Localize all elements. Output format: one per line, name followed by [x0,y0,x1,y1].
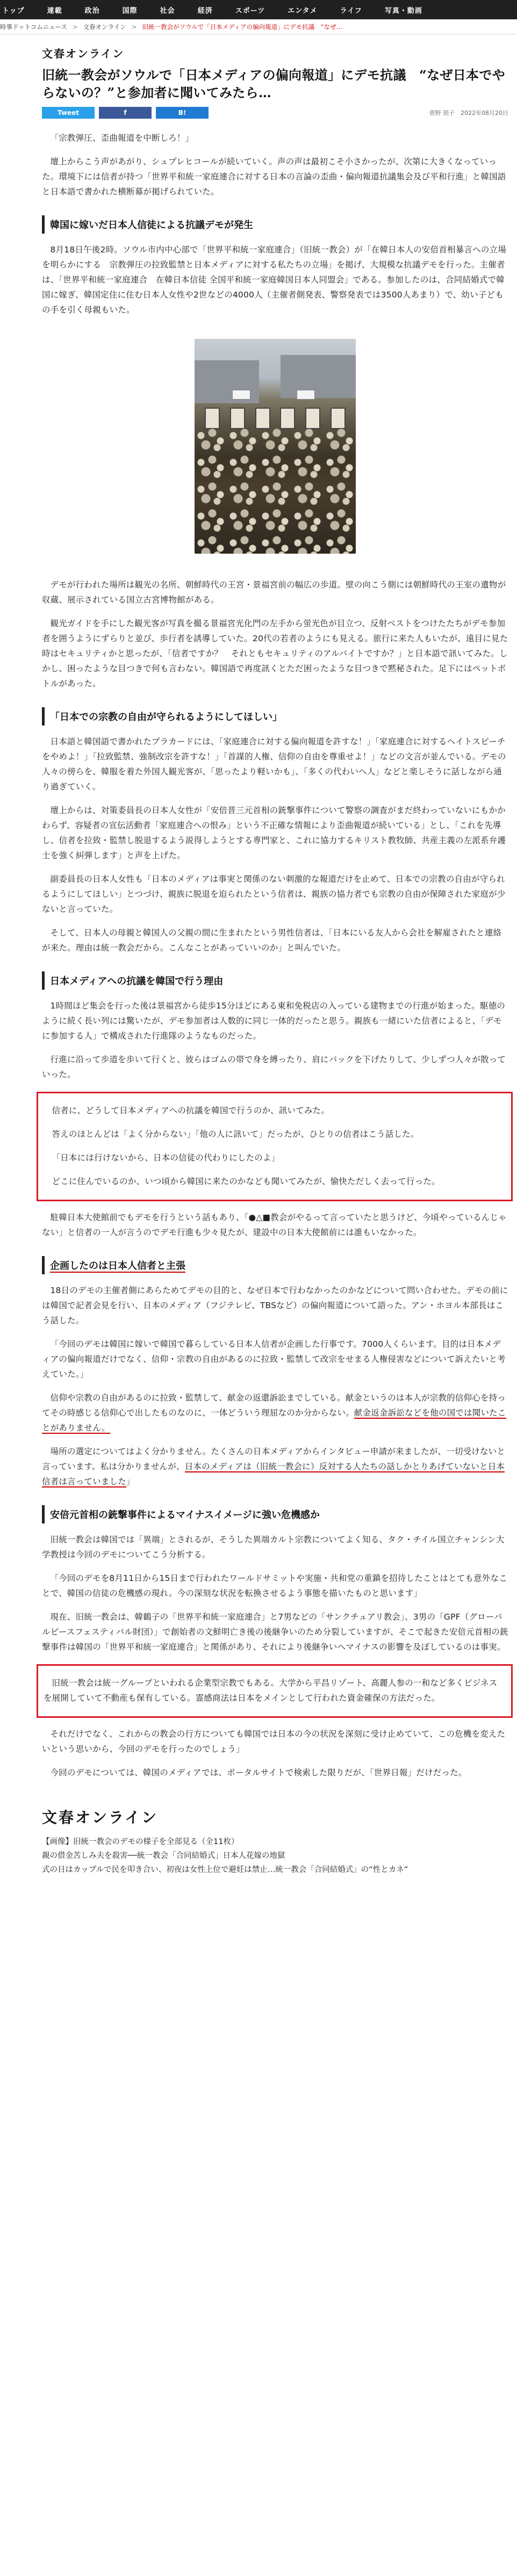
article [0,45,517,1877]
paragraph-text: 」 [126,1477,135,1486]
paragraph [42,1390,508,1435]
paragraph: デモが行われた場所は観光の名所、朝鮮時代の王宮・景福宮前の幅広の歩道。壁の向こう側には朝鮮時代の王室の遺物が収蔵、展示されている国立古宮博物館がある。 [42,580,506,605]
breadcrumb-item[interactable]: 文春オンライン [83,23,126,31]
nav-item-international[interactable]: 国際 [122,6,138,15]
paragraph: どこに住んでいるのか、いつ頃から韓国に来たのかなども聞いてみたが、愉快ただしく去って行った。 [52,1177,440,1186]
nav-item-sports[interactable]: スポーツ [235,6,265,15]
paragraph: 観光ガイドを手にした観光客が写真を撮る景福宮光化門の左手から蛍光色が目立つ、反射ベストをつけたたちがデモ参加者を囲うようにずらりと並び、歩行者を誘導していた。20代の若者のようにも見える。旅行に来た人もいたが、遠目に見た時はセキュリティかと思ったが、「信者ですか？ それともセキュリティのアルバイトですか？」と日本語で訊いてみた。しかし、困ったような目つきで何も言わない。韓国語で再度訊くとただ困ったような目つきで黙秘された。足下にはペットボトルがあった。 [42,619,508,688]
crowd [195,425,356,554]
highlighted-text: 日本のメディアは（旧統一教会に）反対する人たちの話しかとりあげていないと日本信者は言っていました [42,1462,505,1486]
section-heading: 韓国に嫁いだ日本人信徒による抗議デモが発生 [42,215,508,234]
paragraph-text: 場所の選定についてはよく分かりません。たくさんの日本メディアからインタビュー申請が来ましたが、一切受けないと言っています。私は分かりませんが、 [42,1447,506,1471]
paragraph: 「今回のデモを8月11日から15日まで行われたワールドサミットや実施・共和党の重鎮を招待したことはとても意外なことで、韓国の信徒の危機感の現れ。今の深刻な状況を転換させるよう事態を描いたものと思います」 [42,1573,507,1598]
top-nav [0,0,517,19]
related-link[interactable]: 親の借金苦しみ夫を殺害──統一教会「合同結婚式」日本人花嫁の地獄 [42,1852,285,1860]
highlighted-text: 献金返金訴訟などを他の国では聞いたことがありません。 [42,1408,506,1433]
twitter-share-button[interactable] [42,107,95,119]
paragraph: 信者に、どうして日本メディアへの抗議を韓国で行うのか、訊いてみた。 [52,1106,330,1115]
paragraph: 18日のデモの主催者側にあらためてデモの目的と、なぜ日本で行わなかったのかなどについて問い合わせた。デモの前には韓国で記者会見を行い、日本のメディア（フジテレビ、TBSなど）の偏向報道について語った。アン・ホヨル本部長はこう話した。 [42,1286,508,1325]
article-title: 旧統一教会がソウルで「日本メディアの偏向報道」にデモ抗議 “なぜ日本でやらないの？”と参加者に聞いてみたら… [42,67,505,100]
nav-item-entertainment[interactable]: エンタメ [288,6,318,15]
related-links [42,1835,508,1877]
flag-shape [232,390,250,400]
share-bar [42,107,508,119]
facebook-icon: f [124,109,127,117]
nav-item-economy[interactable]: 経済 [197,6,213,15]
bookmark-share-button[interactable] [156,107,209,119]
nav-item-life[interactable]: ライフ [340,6,362,15]
paragraph: 「日本には行けないから、日本の信徒の代わりにしたのよ」 [52,1153,280,1163]
chevron-right-icon: > [73,23,78,31]
nav-item-top[interactable]: トップ [2,6,25,15]
section-heading: 「日本での宗教の自由が守られるようにしてほしい」 [42,707,508,725]
paragraph: 行進に沿って歩道を歩いて行くと、彼らはゴムの帯で身を縛ったり、肩にバックを下げたりして、少しずつ人々が散っていった。 [42,1055,506,1079]
related-link[interactable]: 式の日はカップルで民を叩き合い、初夜は女性上位で避妊は禁止…統一教会「合同結婚式」の“性とカネ” [42,1866,408,1874]
twitter-icon: Tweet [58,109,79,117]
highlight-box [37,1664,513,1718]
breadcrumb-current: 旧統一教会がソウルで「日本メディアの偏向報道」にデモ抗議 “なぜ… [142,23,343,31]
paragraph: 副委員長の日本人女性も「日本のメディアは事実と関係のない刺激的な報道だけを止めて、日本での宗教の自由が守られるようにしてほしい」とつづけ、親族に脱退を迫られたという信者は、親族の協力者でも宗教の自由が保障された家庭が少ないと言っていた。 [42,874,506,914]
demo-photo[interactable] [195,339,356,554]
paragraph: 旧統一教会は韓国では「異端」とされるが、そうした異端カルト宗教についてよく知る、タク・チイル国立チャンシン大学教授は今回のデモについてこう分析する。 [42,1535,505,1559]
section-heading [42,1256,508,1274]
breadcrumb [0,19,517,34]
nav-item-politics[interactable]: 政治 [84,6,100,15]
highlight-box [37,1092,513,1201]
paragraph: 今回のデモについては、韓国のメディアでは、ポータルサイトで検索した限りだが、「世界日報」だけだった。 [50,1768,467,1777]
breadcrumb-item[interactable]: 時事ドットコムニュース [0,23,68,31]
paragraph: 駐韓日本大使館前でもデモを行うという話もあり、「●△■教会がやるって言っていたと思うけど、今頃やっているんじゃない」と信者の一人が言うのでデモ行進も少々見たが、建設中の日本大使館前には誰もいなかった。 [42,1213,507,1237]
building-shape [281,355,356,398]
section-heading: 安倍元首相の銃撃事件によるマイナスイメージに強い危機感か [42,1505,508,1523]
chevron-right-icon: > [131,23,137,31]
section-heading-text: 企画したのは日本人信者と主張 [50,1260,185,1272]
paragraph: 「今回のデモは韓国に嫁いで韓国で暮らしている日本人信者が企画した行事です。7000人くらいます。目的は日本メディアの偏向報道だけでなく、信仰・宗教の自由があるのに拉致・監禁して改宗をせまる人権侵害などについて訴えたいと考えていた。」 [42,1339,506,1379]
paragraph-text: 信仰や宗教の自由があるのに拉致・監禁して、献金の返還訴訟までしている。献金というのは本人が宗教的信仰心を持ってその時感じる信仰心で出したものなのに、一体どういう理屈なのか分からない。 [42,1393,506,1418]
byline: 菅野 朋子 2022年08月20日 [429,110,508,117]
publisher-logo: 文春オンライン [42,1809,159,1826]
nav-item-photo-video[interactable]: 写真・動画 [384,6,422,15]
nav-item-series[interactable]: 連載 [47,6,62,15]
flag-shape [297,390,315,400]
paragraph: 答えのほとんどは「よく分からない」「他の人に訊いて」だったが、ひとりの信者はこう話した。 [52,1129,419,1139]
paragraph: 壇上からこう声があがり、シュプレヒコールが続いていく。声の声は最初こそ小さかったが、次第に大きくなっていった。環境下には信者が持つ「世界平和統一家庭連合に対する日本の言論の歪曲・偏向報道抗議集会及び平和行進」と韓国語と日本語で書かれた横断幕が掲げられていた。 [42,157,506,197]
hatena-bookmark-icon: B! [178,109,186,117]
section-heading: 日本メディアへの抗議を韓国で行う理由 [42,971,508,990]
paragraph: 旧統一教会は統一グループといわれる企業型宗教でもある。大学から平昌リゾート、高麗人参の一和など多くビジネスを展開していて不動産も保有している。霊感商法は日本をメインとして行われた資金確保の方法だった。 [44,1678,498,1703]
publisher-logo: 文春オンライン [42,47,125,60]
related-link[interactable]: 【画像】旧統一教会のデモの様子を全部見る（全11枚） [42,1838,239,1846]
paragraph: 現在、旧統一教会は、韓鶴子の「世界平和統一家庭連合」と7男などの「サンクチュアリ教会」、3男の「GPF（グローバルピースフェスティバル財団）」で創始者の文鮮明亡き後の後継争いのため分裂していますが、そこで起きた安倍元首相の銃撃事件は韓国の「世界平和統一家庭連合」と関係があり、それにより後継争いへマイナスの影響を及ぼしているのは事実。 [42,1612,508,1652]
paragraph: そして、日本人の母親と韓国人の父親の間に生まれたという男性信者は、「日本にいる友人から会社を解雇されたと連絡が来た。理由は統一教会だから。こんなことがあっていいのか」と叫んでいた。 [42,928,502,953]
paragraph: 日本語と韓国語で書かれたプラカードには、「家庭連合に対する偏向報道を許すな！」「家庭連合に対するヘイトスピーチをやめよ！」「拉致監禁、強制改宗を許すな！」「首謀的人権、信仰の自由を尊重せよ！」などの文言が並んでいる。デモの人々の傍らを、韓服を着た外国人観光客が、「思ったより軽いかも」、「多くの代わいへ人」などと楽しそうに話しながら通り過ぎていく。 [42,737,506,792]
facebook-share-button[interactable] [99,107,152,119]
paragraph: 8月18日午後2時。ソウル市内中心部で「世界平和統一家庭連合」（旧統一教会）が「在韓日本人の安倍首相暴言への立場を明らかにする 宗教弾圧の拉致監禁と日本メディアに対する私たちの立場」を掲げ、大規模な抗議デモを行った。主催者は、「世界平和統一家庭連合 在韓日本信徒 全国平和統一家庭韓国日本人同盟会」である。参加したのは、合同結婚式で韓国に嫁ぎ、韓国定住に住む日本人女性や2世などの4000人（主催者側発表、警察発表では3500人あまり）で、幼い子どもの手を引く母親もいた。 [42,245,506,315]
paragraph: 1時間ほど集会を行った後は景福宮から徒歩15分ほどにある東和免税店の入っている建物までの行進が始まった。駆徳のように続く長い列には驚いたが、デモ参加者は人数的に同じ一体的だったと思う。親族も一緒にいた信者によると、「デモに参加する人」で構成された行進隊のようなものだった。 [42,1001,506,1041]
nav-item-society[interactable]: 社会 [160,6,175,15]
paragraph [42,1444,508,1489]
paragraph: 「宗教弾圧、歪曲報道を中断しろ！」 [50,133,194,143]
paragraph: それだけでなく、これからの教会の行方についても韓国では日本の今の状況を深刻に受け止めていて、この危機を変えたいという思いから、今回のデモを行ったのでしょう」 [42,1729,506,1754]
paragraph: 壇上からは、対策委員長の日本人女性が「安倍晋三元首相の銃撃事件について警察の調査がまだ終わっていないにもかかわらず、容疑者の宣伝活動者「家庭連合への恨み」という不正確な情報により歪曲報道が続いている」とし、「これを先導し、信者を拉致・監禁し脱退するよう説得しようとする専門家と、これに協力するキリスト教牧師、共産主義の左派系弁護士を強く糾弾します」と声を上げた。 [42,806,506,860]
